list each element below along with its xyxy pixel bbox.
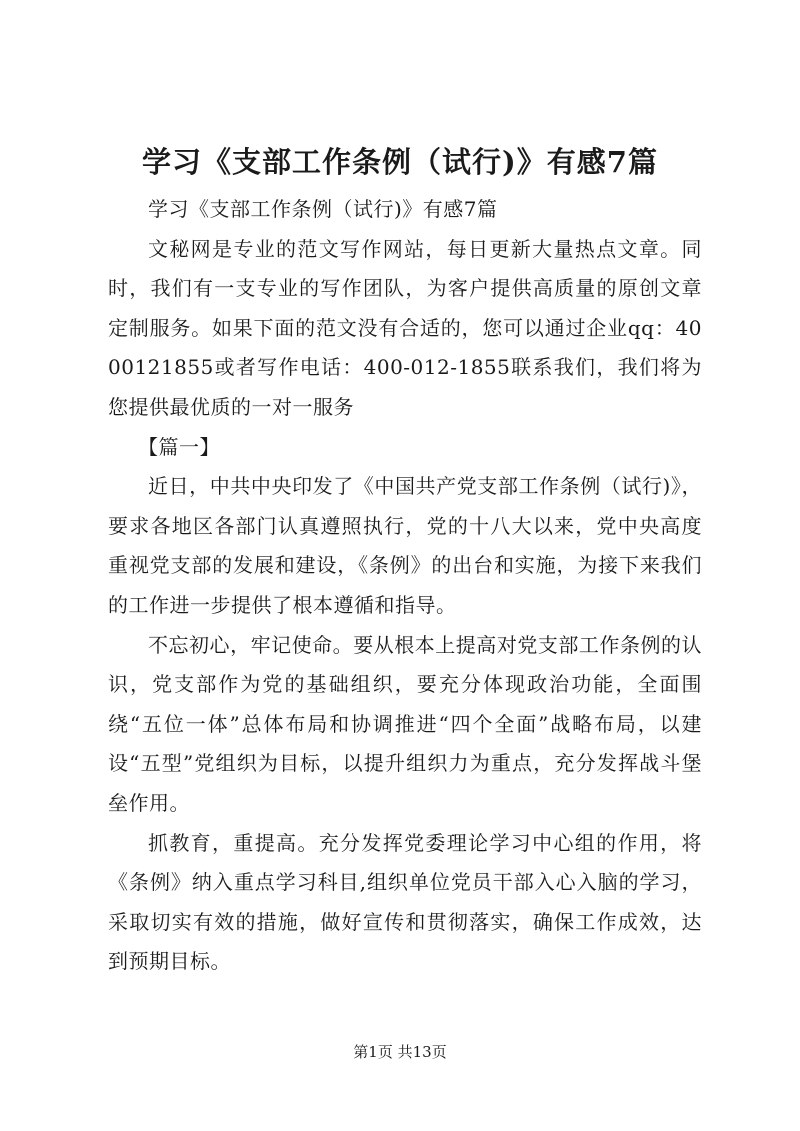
body-paragraph: 抓教育，重提高。充分发挥党委理论学习中心组的作用，将《条例》纳入重点学习科目,组织单位党员干部入心入脑的学习，采取切实有效的措施，做好宣传和贯彻落实，确保工作成效，达到预期目标。: [108, 830, 702, 974]
document-body: [108, 190, 702, 982]
body-paragraph: 不忘初心，牢记使命。要从根本上提高对党支部工作条例的认识，党支部作为党的基础组织，要充分体现政治功能，全面围绕“五位一体”总体布局和协调推进“四个全面”战略布局，以建设“五型”党组织为目标，以提升组织力为重点，充分发挥战斗堡垒作用。: [108, 632, 702, 815]
subtitle-line: 学习《支部工作条例（试行)》有感7篇: [148, 197, 498, 221]
body-paragraph: 近日，中共中央印发了《中国共产党支部工作条例（试行)》，要求各地区各部门认真遵照执行，党的十八大以来，党中央高度重视党支部的发展和建设，《条例》的出台和实施，为接下来我们的工作进一步提供了根本遵循和指导。: [108, 474, 702, 617]
document-title: 学习《支部工作条例（试行)》有感7篇: [142, 145, 658, 179]
section-heading: 【篇一】: [138, 434, 220, 459]
page-footer: 第1页 共13页: [353, 1043, 447, 1061]
intro-paragraph: 文秘网是专业的范文写作网站，每日更新大量热点文章。同时，我们有一支专业的写作团队，为客户提供高质量的原创文章定制服务。如果下面的范文没有合适的，您可以通过企业qq：4000121855或者写作电话：400-012-1855联系我们，我们将为您提供最优质的一对一服务: [108, 236, 702, 419]
